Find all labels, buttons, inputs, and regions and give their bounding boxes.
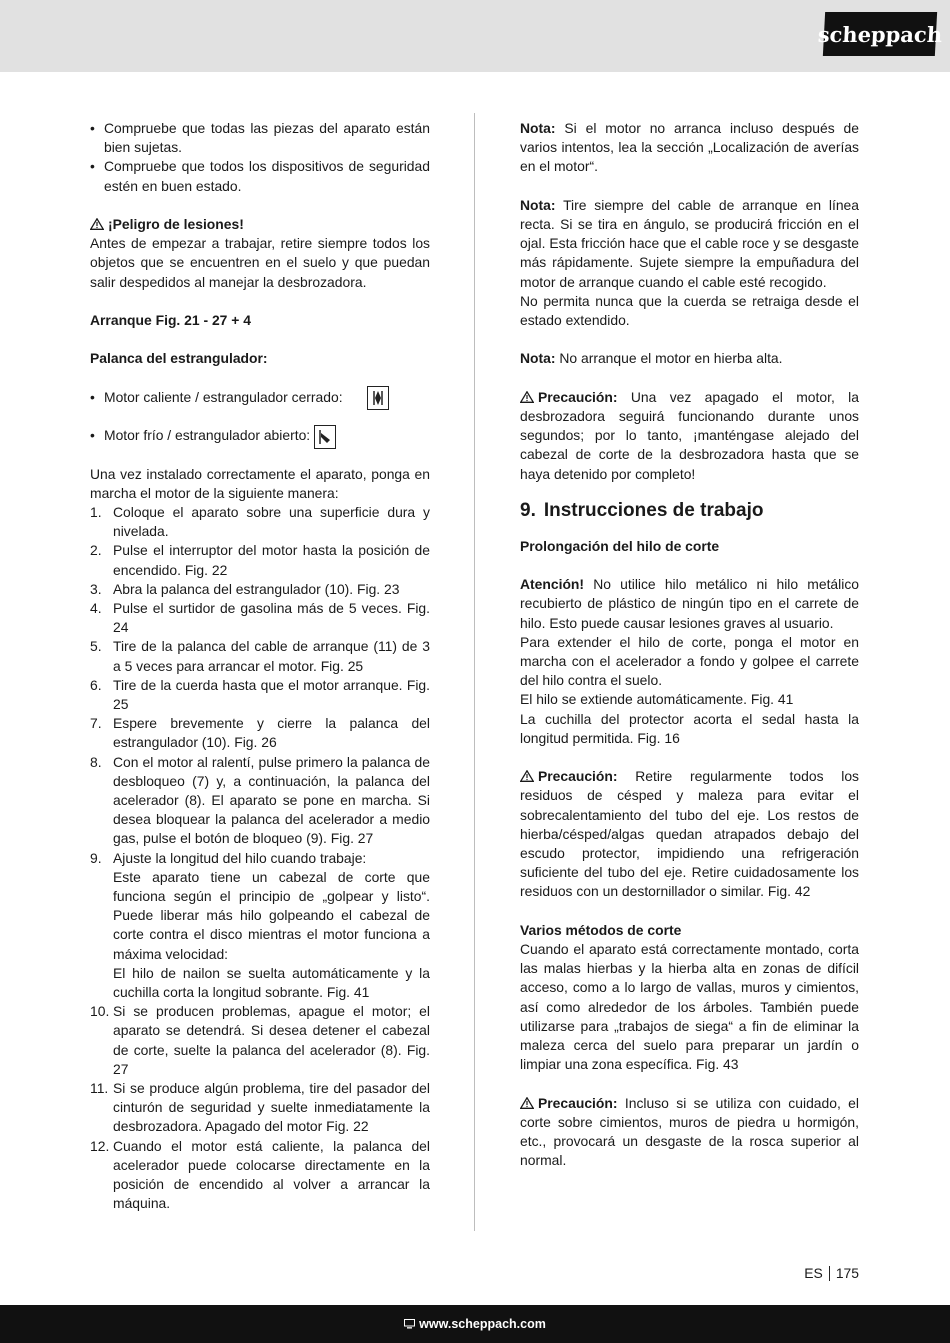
step-item: 12. Cuando el motor está caliente, la palanca del acelerador puede colocarse directamente en la posición de encendido al volver a arrancar la máquina. (90, 1137, 430, 1212)
list-item: • Compruebe que todos los dispositivos de seguridad estén en buen estado. (90, 157, 430, 195)
subheading-line-extension: Prolongación del hilo de corte (520, 537, 720, 554)
note-tall-grass: Nota: No arranque el motor en hierba alta. (520, 350, 783, 367)
choke-heading: Palanca del estrangulador: (90, 350, 268, 367)
step-item: 11. Si se produce algún problema, tire del pasador del cinturón de seguridad y suelte inmediatamente la desbrozadora. Apagado del motor Fig. 22 (90, 1080, 430, 1135)
brand-name: scheppach (817, 21, 943, 47)
language-code: ES (804, 1265, 823, 1281)
brand-logo (817, 12, 943, 56)
start-intro: Una vez instalado correctamente el aparato, ponga en marcha el motor de la siguiente manera: (90, 465, 430, 501)
subheading-cutting-methods: Varios métodos de corte (520, 921, 682, 938)
left-column (90, 119, 430, 1213)
blade-text: La cuchilla del protector acorta el sedal hasta la longitud permitida. Fig. 16 (520, 710, 859, 746)
danger-heading: ¡Peligro de lesiones! (90, 215, 430, 234)
list-item: • Compruebe que todas las piezas del aparato están bien sujetas. (90, 119, 430, 157)
section-title: 9. Instrucciones de trabajo (520, 499, 764, 521)
website-link[interactable]: www.scheppach.com (419, 1317, 546, 1331)
start-heading: Arranque Fig. 21 - 27 + 4 (90, 312, 251, 328)
page-number-value: 175 (835, 1265, 859, 1281)
step-item: 9. Ajuste la longitud del hilo cuando trabaje: Este aparato tiene un cabezal de corte que funciona según el principio de „golpear y listo“. Puede liberar más hilo golpeando el cabezal de corte contra el disco mientras el motor funciona a máxima velocidad: El hilo de nailon se suelta automáticamente y la cuchilla corta la longitud sobrante. Fig. 41 (90, 849, 430, 1001)
monitor-icon (404, 1319, 415, 1329)
danger-text: Antes de empezar a trabajar, retire siempre todos los objetos que se encuentren en el suelo y que puedan salir despedidos al manejar la desbrozadora. (90, 235, 430, 290)
step-item: 7. Espere brevemente y cierre la palanca del estrangulador (10). Fig. 26 (90, 715, 430, 751)
choke-warm-item: • Motor caliente / estrangulador cerrado: (90, 388, 430, 407)
step-item: 8. Con el motor al ralentí, pulse primero la palanca de desbloqueo (7) y, a continuación, la palanca del acelerador (8). El aparato se pone en marcha. Si desea bloquear la palanca del acelerador a medio gas, pulse el botón de bloqueo (9). Fig. 27 (90, 753, 430, 847)
note-starter-cable: Nota: Tire siempre del cable de arranque en línea recta. Si se tira en ángulo, se producirá fricción en el ojal. Esta fricción hace que el cable roce y se desgaste más rápidamente. Sujete siempre la empuñadura del motor de arranque cuando el cable esté recogido. (520, 196, 859, 290)
note-starter-cable-b: No permita nunca que la cuerda se retraiga desde el estado extendido. (520, 292, 859, 329)
column-divider (474, 113, 475, 1231)
step-item: 10. Si se producen problemas, apague el motor; el aparato se detendrá. Si desea detener el cabezal de corte, suelte la palanca del acelerador (8). Fig. 27 (90, 1003, 430, 1077)
step-item: 6. Tire de la cuerda hasta que el motor arranque. Fig. 25 (90, 676, 430, 712)
page-number (804, 1265, 859, 1281)
warning-icon (90, 218, 104, 230)
methods-text: Cuando el aparato está correctamente montado, corta las malas hierbas y la hierba alta en zonas de difícil acceso, como a lo largo de vallas, muros y cimientos, así como alrededor de los árboles. También puede utilizarse para „trabajos de siega“ a fin de eliminar la maleza cerca del suelo para preparar un jardín o limpiar una zona específica. Fig. 43 (520, 941, 859, 1073)
footer-band (0, 1305, 950, 1343)
warning-icon (520, 770, 534, 782)
warning-icon (520, 391, 534, 403)
caution-after-stop: Precaución: Una vez apagado el motor, la desbrozadora seguirá funcionando durante unos segundos; por lo tanto, ¡manténgase alejado del cabezal de corte de la desbrozadora hasta que se haya detenido por completo! (520, 388, 859, 482)
auto-text: El hilo se extiende automáticamente. Fig. 41 (520, 691, 794, 708)
step-item: 3. Abra la palanca del estrangulador (10). Fig. 23 (90, 580, 400, 597)
step-item: 4. Pulse el surtidor de gasolina más de 5 veces. Fig. 24 (90, 599, 430, 636)
right-column (520, 119, 859, 1170)
attention-text: Atención! No utilice hilo metálico ni hilo metálico recubierto de plástico de ningún tipo en el carrete de hilo. Esto puede causar lesiones graves al usuario. (520, 576, 859, 631)
caution-foundations: Precaución: Incluso si se utiliza con cuidado, el corte sobre cimientos, muros de piedra u hormigón, etc., provocará un desgaste de la rosca superior al normal. (520, 1094, 859, 1169)
step-item: 2. Pulse el interruptor del motor hasta la posición de encendido. Fig. 22 (90, 542, 430, 578)
choke-open-icon (314, 425, 336, 449)
warning-icon (520, 1097, 534, 1109)
extend-text: Para extender el hilo de corte, ponga el motor en marcha con el acelerador a fondo y golpee el carrete del hilo contra el suelo. (520, 633, 859, 689)
step-item: 5. Tire de la palanca del cable de arranque (11) de 3 a 5 veces para arrancar el motor. Fig. 25 (90, 638, 430, 674)
caution-residue: Precaución: Retire regularmente todos los residuos de césped y maleza para evitar el sobrecalentamiento del tubo del eje. Los restos de hierba/césped/algas quedan atrapados debajo del escudo protector, impidiendo una refrigeración suficiente del tubo del eje. Retire cuidadosamente los residuos con un destornillador o similar. Fig. 42 (520, 768, 859, 900)
step-item: 1. Coloque el aparato sobre una superficie dura y nivelada. (90, 503, 430, 540)
choke-cold-item: • Motor frío / estrangulador abierto: (90, 426, 430, 445)
choke-closed-icon (367, 386, 389, 410)
header-band (0, 0, 950, 72)
note-engine-start: Nota: Si el motor no arranca incluso después de varios intentos, lea la sección „Localización de averías en el motor“. (520, 120, 859, 175)
